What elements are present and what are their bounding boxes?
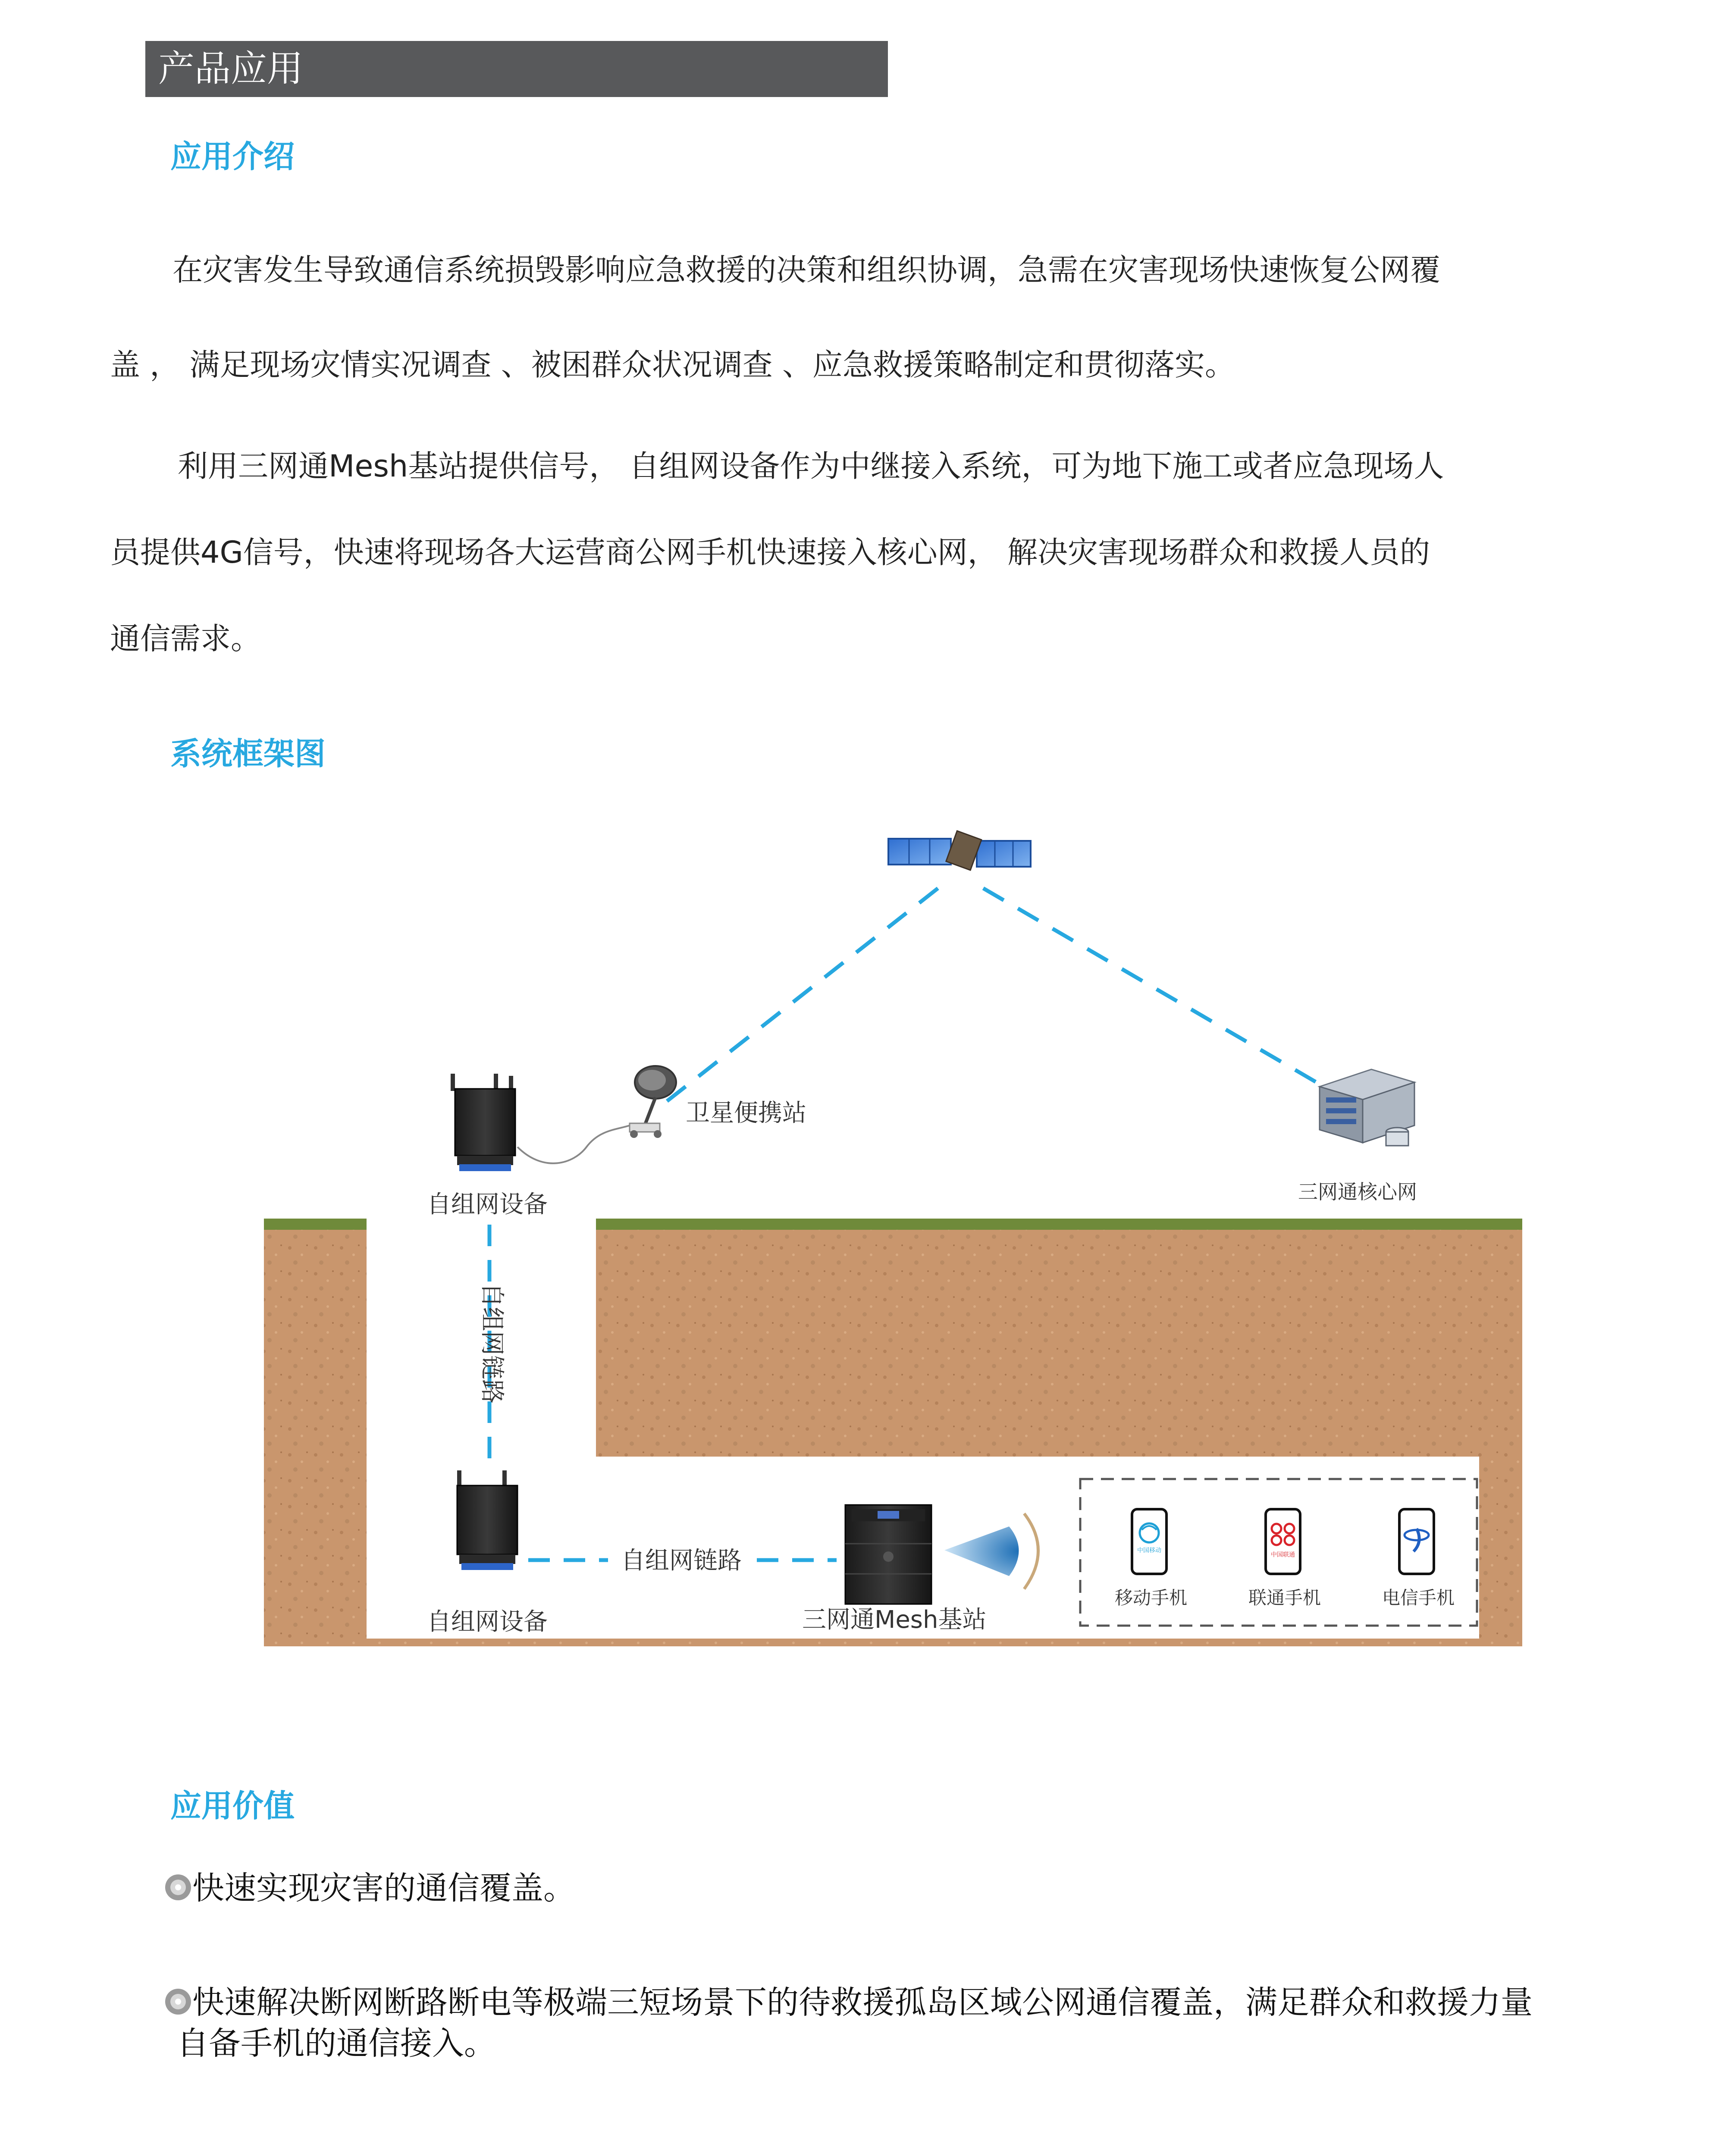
label-mesh-device-top: 自组网设备 (427, 1191, 548, 1219)
value-bullet-1-text: 快速实现灾害的通信覆盖。 (192, 1870, 575, 1907)
phone-unicom-icon (1266, 1509, 1300, 1574)
label-phone-telecom: 电信手机 (1382, 1587, 1455, 1608)
phone-mobile-icon (1132, 1509, 1166, 1574)
core-network-server-icon (1320, 1069, 1414, 1146)
intro-paragraph-2-line-3: 通信需求。 (110, 621, 261, 656)
value-bullet-2 (164, 1977, 1533, 2023)
label-phone-unicom: 联通手机 (1248, 1587, 1321, 1608)
value-bullet-2-line-2: 自备手机的通信接入。 (177, 2025, 496, 2062)
label-mesh-link-horizontal: 自组网链路 (621, 1547, 742, 1575)
satellite-links (666, 888, 1324, 1102)
label-mesh-link-vertical: 自组网链路 (478, 1283, 506, 1404)
mesh-device-top-icon (451, 1074, 515, 1171)
label-phone-mobile: 移动手机 (1115, 1587, 1188, 1608)
phone-unicom-logo-text: 中国联通 (1271, 1551, 1295, 1558)
signal-wave-icon (944, 1514, 1038, 1589)
label-base-station: 三网通Mesh基站 (802, 1606, 987, 1634)
section-heading-framework: 系统框架图 (170, 736, 326, 772)
phone-mobile-logo-text: 中国移动 (1137, 1547, 1161, 1554)
satellite-dish-icon (630, 1066, 676, 1138)
bullet-sparkle-icon (164, 1873, 192, 1902)
label-satellite-station: 卫星便携站 (686, 1099, 806, 1127)
phone-telecom-icon (1399, 1509, 1434, 1574)
value-bullet-1 (164, 1863, 575, 1908)
mesh-base-station-icon (845, 1505, 931, 1604)
bullet-sparkle-icon (164, 1987, 192, 2016)
intro-paragraph-1-line-2: 盖 ， 满足现场灾情实况调查 、被困群众状况调查 、应急救援策略制定和贯彻落实。 (110, 347, 1235, 382)
mesh-device-bottom-icon (457, 1470, 517, 1570)
section-heading-value: 应用价值 (170, 1788, 295, 1824)
intro-paragraph-1-line-1: 在灾害发生导致通信系统损毁影响应急救援的决策和组织协调，急需在灾害现场快速恢复公网覆 (172, 252, 1440, 288)
label-core-network: 三网通核心网 (1298, 1180, 1417, 1203)
value-bullet-2-text-line-1: 快速解决断网断路断电等极端三短场景下的待救援孤岛区域公网通信覆盖，满足群众和救援力量 (192, 1984, 1533, 2021)
page-title: 产品应用 (158, 47, 304, 90)
intro-paragraph-2-line-2: 员提供4G信号，快速将现场各大运营商公网手机快速接入核心网， 解决灾害现场群众和救援人员的 (110, 535, 1430, 570)
cable-line (517, 1125, 630, 1163)
section-heading-intro: 应用介绍 (170, 138, 295, 175)
intro-paragraph-2-line-1: 利用三网通Mesh基站提供信号， 自组网设备作为中继接入系统，可为地下施工或者应急现场人 (178, 448, 1444, 484)
label-mesh-device-bottom: 自组网设备 (427, 1608, 548, 1636)
satellite-icon (888, 831, 1031, 870)
